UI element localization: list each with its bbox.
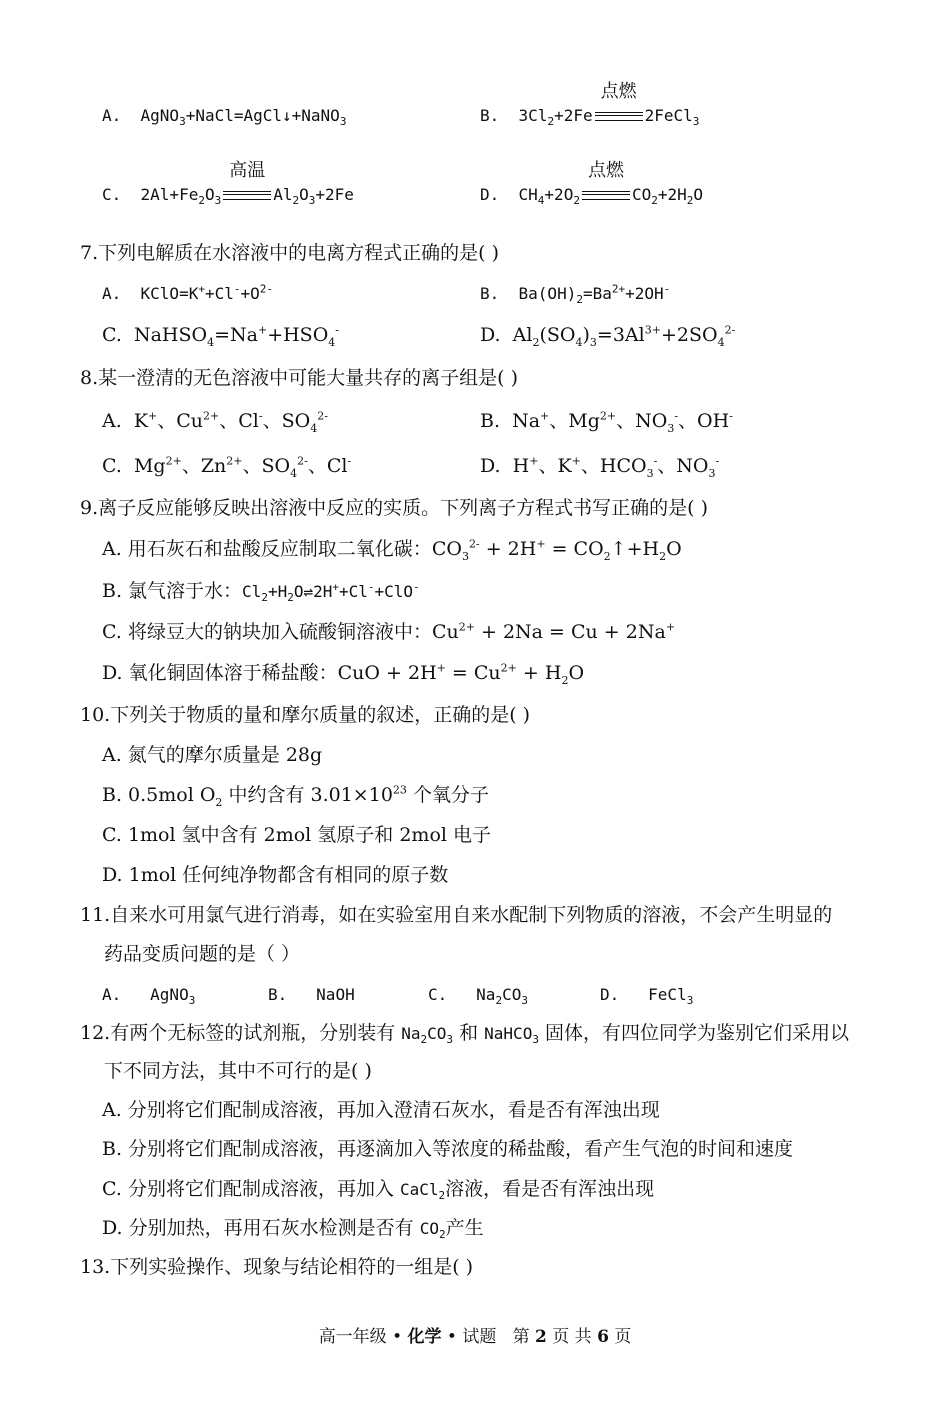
condition-ignite: 点燃 (580, 182, 632, 208)
q9-option-c: C. 将绿豆大的钠块加入硫酸铜溶液中：$Cu^{2+} + 2Na = Cu + 2Na^+$ (102, 620, 676, 643)
q7-option-c: C. $NaHSO_4=Na^++HSO_4^-$ (102, 323, 339, 349)
q9-option-b: B. 氯气溶于水：$Cl_2+H_2O\rightleftharpoons 2H^++Cl^-+ClO^-$ (102, 580, 420, 605)
q11-option-b: B. NaOH (268, 985, 355, 1004)
q9-option-a: A. 用石灰石和盐酸反应制取二氧化碳：$CO_3^{2-} + 2H^+$ = $CO_2↑+H_2O$ (102, 537, 682, 563)
q8-stem: 8.某一澄清的无色溶液中可能大量共存的离子组是( ) (80, 367, 518, 389)
q11-option-d: D. FeCl$_3$ (600, 985, 694, 1008)
q12-option-c: C. 分别将它们配制成溶液，再加入 CaCl$_2$溶液，看是否有浑浊出现 (102, 1178, 655, 1203)
q6-option-d: D. $CH_4+2O_2$ 点燃 $CO_2+2H_2O$ (480, 160, 704, 208)
q12-stem-line1: 12.有两个无标签的试剂瓶，分别装有 $Na_2CO_3$ 和 NaHCO$_3$ 固体，有四位同学为鉴别它们采用以 (80, 1022, 850, 1047)
q12-stem-line2: 下不同方法，其中不可行的是( ) (104, 1060, 372, 1082)
q12-option-b: B. 分别将它们配制成溶液，再逐滴加入等浓度的稀盐酸，看产生气泡的时间和速度 (102, 1138, 794, 1160)
q13-stem: 13.下列实验操作、现象与结论相符的一组是( ) (80, 1256, 474, 1278)
q10-stem: 10.下列关于物质的量和摩尔质量的叙述，正确的是( ) (80, 704, 531, 726)
q7-option-d: D. $Al_2(SO_4)_3=3Al^{3+}+2SO_4^{2-}$ (480, 323, 736, 349)
q9-option-d: D. 氧化铜固体溶于稀盐酸：CuO + $2H^+ = Cu^{2+} + H_2O$ (102, 661, 585, 687)
q8-option-d: D. H+、K+、$HCO_3^-$、$NO_3^-$ (480, 454, 720, 480)
q8-option-c: C. $Mg^{2+}$、$Zn^{2+}$、$SO_4^{2-}$、Cl- (102, 454, 352, 480)
page-footer: 高一年级 • 化学 • 试题 第 2 页 共 6 页 (318, 1327, 632, 1347)
condition-ignite: 点燃 (593, 103, 645, 129)
q8-option-a: A. K+、$Cu^{2+}$、Cl-、$SO_4^{2-}$ (102, 409, 328, 435)
q11-stem-line1: 11.自来水可用氯气进行消毒，如在实验室用自来水配制下列物质的溶液，不会产生明显的 (80, 904, 833, 926)
q10-option-d: D. 1mol 任何纯净物都含有相同的原子数 (102, 864, 449, 886)
condition-high-temp: 高温 (221, 182, 273, 208)
q7-option-b: B. $Ba(OH)_2=Ba^{2+}+2OH^-$ (480, 282, 671, 307)
q8-option-b: B. Na+、$Mg^{2+}$、$NO_3^-$、OH- (480, 409, 733, 435)
q7-stem: 7.下列电解质在水溶液中的电离方程式正确的是( ) (80, 242, 499, 264)
q9-stem: 9.离子反应能够反映出溶液中反应的实质。下列离子方程式书写正确的是( ) (80, 497, 708, 519)
q11-stem-line2: 药品变质问题的是（ ） (104, 943, 301, 965)
q11-option-c: C. $Na_2CO_3$ (428, 985, 528, 1008)
q6-option-a: A. AgNO$_3$+NaCl=AgCl↓+NaNO$_3$ (102, 106, 347, 129)
q10-option-a: A. 氮气的摩尔质量是 28g (102, 744, 323, 766)
q10-option-b: B. 0.5mol $O_2$ 中约含有 $3.01\times 10^{23}$ 个氧分子 (102, 783, 489, 809)
q12-option-a: A. 分别将它们配制成溶液，再加入澄清石灰水，看是否有浑浊出现 (102, 1099, 660, 1121)
q6-option-c: C. $2Al+Fe_2O_3$ 高温 $Al_2O_3+2Fe$ (102, 160, 354, 208)
q10-option-c: C. 1mol 氢中含有 2mol 氢原子和 2mol 电子 (102, 824, 491, 846)
q11-option-a: A. AgNO$_3$ (102, 985, 196, 1008)
q7-option-a: A. $KClO=K^++Cl^-+O^{2-}$ (102, 282, 273, 303)
q12-option-d: D. 分别加热，再用石灰水检测是否有 $CO_2$产生 (102, 1217, 484, 1242)
q6-option-b: B. $3Cl_2+2Fe$ 点燃 2FeCl$_3$ (480, 81, 700, 129)
